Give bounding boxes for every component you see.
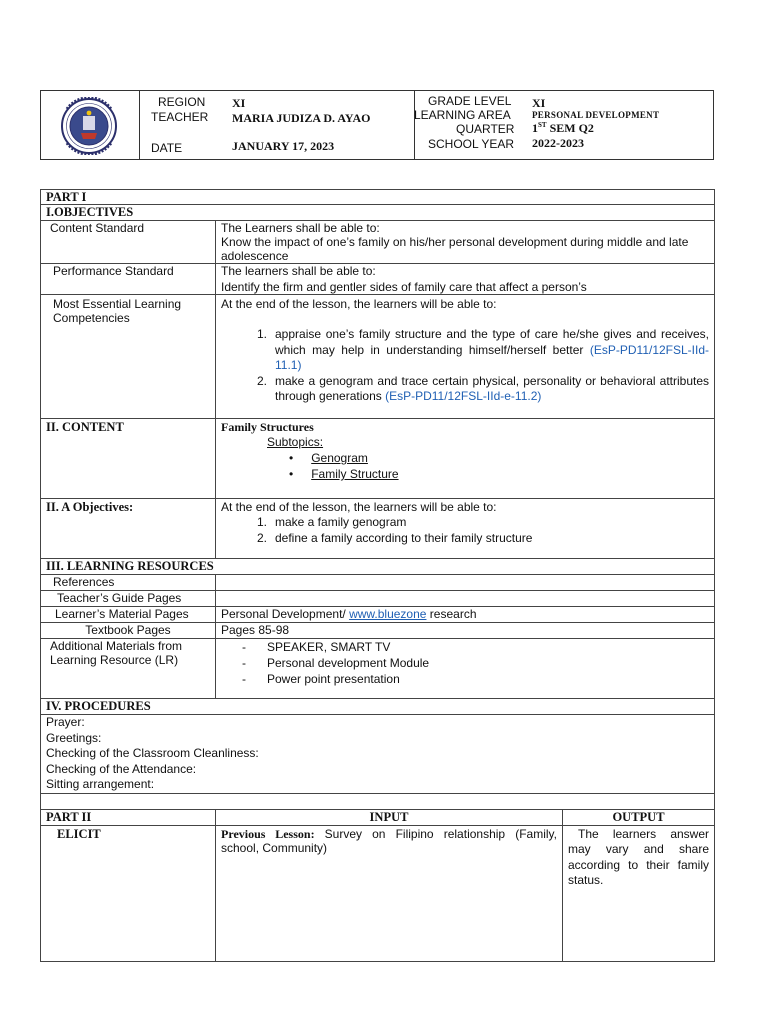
spacer-row (41, 793, 715, 809)
subtopics-label: Subtopics: (267, 435, 324, 449)
content-standard-label: Content Standard (41, 221, 216, 264)
teachers-guide-label: Teacher’s Guide Pages (41, 591, 216, 607)
additional-materials-cell (216, 639, 715, 699)
list-item: • Genogram (289, 451, 368, 465)
output-heading: OUTPUT (563, 809, 715, 825)
list-item (221, 374, 709, 405)
list-item: - Power point presentation (242, 672, 400, 686)
region-value: XI (232, 96, 246, 110)
school-year-label: SCHOOL YEAR (428, 137, 515, 151)
part-two-label: PART II (41, 809, 216, 825)
list-item (221, 514, 709, 530)
procedures-cell (41, 715, 715, 794)
performance-standard-line1: The learners shall be able to: (221, 264, 376, 278)
material-item: Power point presentation (267, 672, 400, 686)
grade-level-label: GRADE LEVEL (428, 94, 512, 108)
list-number: 2. (256, 531, 267, 545)
melc-item-text: make a genogram and trace certain physical, personality or behavioral attributes through generations (275, 373, 710, 403)
teachers-guide-value (216, 591, 715, 607)
learners-material-label: Learner’s Material Pages (41, 607, 216, 623)
deped-seal-icon (49, 97, 129, 155)
procedure-line: Checking of the Attendance: (46, 761, 197, 776)
quarter-value-rest: SEM Q2 (546, 121, 594, 135)
melc-content (216, 295, 715, 419)
quarter-value-num: 1 (532, 121, 538, 135)
subtopic-genogram: Genogram (311, 451, 368, 465)
melc-label-text: Most Essential Learning Competencies (53, 297, 182, 325)
additional-materials-label (41, 639, 216, 699)
elicit-output: The learners answer may vary and share according to their family status. (563, 825, 715, 961)
date-label: DATE (151, 141, 183, 155)
list-number: 1. (256, 515, 267, 529)
procedure-line: Prayer: (46, 715, 85, 729)
list-item (221, 530, 709, 546)
objectives-heading: I.OBJECTIVES (41, 205, 715, 221)
melc-intro: At the end of the lesson, the learners will be able to: (221, 297, 497, 311)
melc-item-text: appraise one’s family structure and the type of care he/she gives and receives, which may help in understanding himself/herself better (275, 327, 710, 357)
header-divider (139, 91, 140, 159)
elicit-input (216, 825, 563, 961)
teacher-value: MARIA JUDIZA D. AYAO (232, 111, 371, 125)
school-year-value: 2022-2023 (532, 136, 584, 150)
material-item: SPEAKER, SMART TV (267, 640, 391, 654)
list-number: 1. (256, 327, 267, 341)
quarter-value (532, 121, 594, 136)
list-text: define a family according to their family structure (275, 531, 533, 545)
list-item: • Family Structure (289, 467, 399, 481)
a-objectives-intro: At the end of the lesson, the learners will be able to: (221, 500, 497, 514)
a-objectives-cell (216, 499, 715, 559)
melc-item-code: (EsP-PD11/12FSL-IId-e-11.2) (385, 389, 542, 403)
content-standard-line1: The Learners shall be able to: (221, 221, 380, 235)
teacher-label: TEACHER (151, 110, 209, 124)
part-one-heading: PART I (41, 190, 715, 205)
learners-material-prefix: Personal Development/ (221, 607, 350, 621)
list-item: - SPEAKER, SMART TV (242, 640, 391, 654)
performance-standard-label: Performance Standard (41, 264, 216, 295)
resources-heading: III. LEARNING RESOURCES (41, 559, 715, 575)
previous-lesson-label: Previous Lesson: (221, 826, 315, 841)
procedure-line: Greetings: (46, 730, 102, 745)
material-item: Personal development Module (267, 656, 430, 670)
learning-area-label: LEARNING AREA (414, 108, 511, 122)
elicit-label: ELICIT (41, 825, 216, 961)
content-title: Family Structures (221, 420, 314, 434)
list-number: 2. (256, 373, 267, 388)
header-box (40, 90, 714, 160)
textbook-label: Textbook Pages (41, 623, 216, 639)
quarter-value-sup: ST (538, 121, 547, 129)
melc-item-code: (EsP-PD11/12FSL-IId-11.1) (275, 342, 710, 372)
date-value: JANUARY 17, 2023 (232, 139, 335, 153)
performance-standard-line2: Identify the firm and gentler sides of family care that affect a person’s (221, 280, 587, 294)
region-label: REGION (158, 95, 206, 109)
input-heading: INPUT (216, 809, 563, 825)
procedures-heading: IV. PROCEDURES (41, 699, 715, 715)
performance-standard-text (216, 264, 715, 295)
previous-lesson-text: Survey on Filipino relationship (Family, school, Community) (221, 826, 557, 855)
a-objectives-label: II. A Objectives: (41, 499, 216, 559)
learners-material-value (216, 607, 715, 623)
learners-material-suffix: research (426, 607, 477, 621)
list-item (221, 327, 709, 374)
additional-materials-label-text: Additional Materials from Learning Resource (LR) (50, 639, 183, 667)
grade-level-value: XI (532, 96, 546, 110)
list-item: - Personal development Module (242, 656, 430, 670)
lesson-plan-table (40, 189, 715, 962)
content-standard-text (216, 221, 715, 264)
procedure-line: Sitting arrangement: (46, 777, 155, 791)
learning-area-value: PERSONAL DEVELOPMENT (532, 110, 660, 120)
references-label: References (41, 575, 216, 591)
content-cell (216, 419, 715, 499)
content-standard-line2: Know the impact of one’s family on his/her personal development during middle and late adolescence (221, 235, 689, 263)
list-text: make a family genogram (275, 515, 407, 529)
bluezone-link[interactable]: www.bluezone (349, 607, 427, 621)
procedure-line: Checking of the Classroom Cleanliness: (46, 746, 259, 760)
quarter-label: QUARTER (456, 122, 515, 136)
textbook-value: Pages 85-98 (216, 623, 715, 639)
subtopic-family-structure: Family Structure (311, 467, 399, 481)
content-label: II. CONTENT (41, 419, 216, 499)
header-divider (414, 91, 415, 159)
melc-label (41, 295, 216, 419)
